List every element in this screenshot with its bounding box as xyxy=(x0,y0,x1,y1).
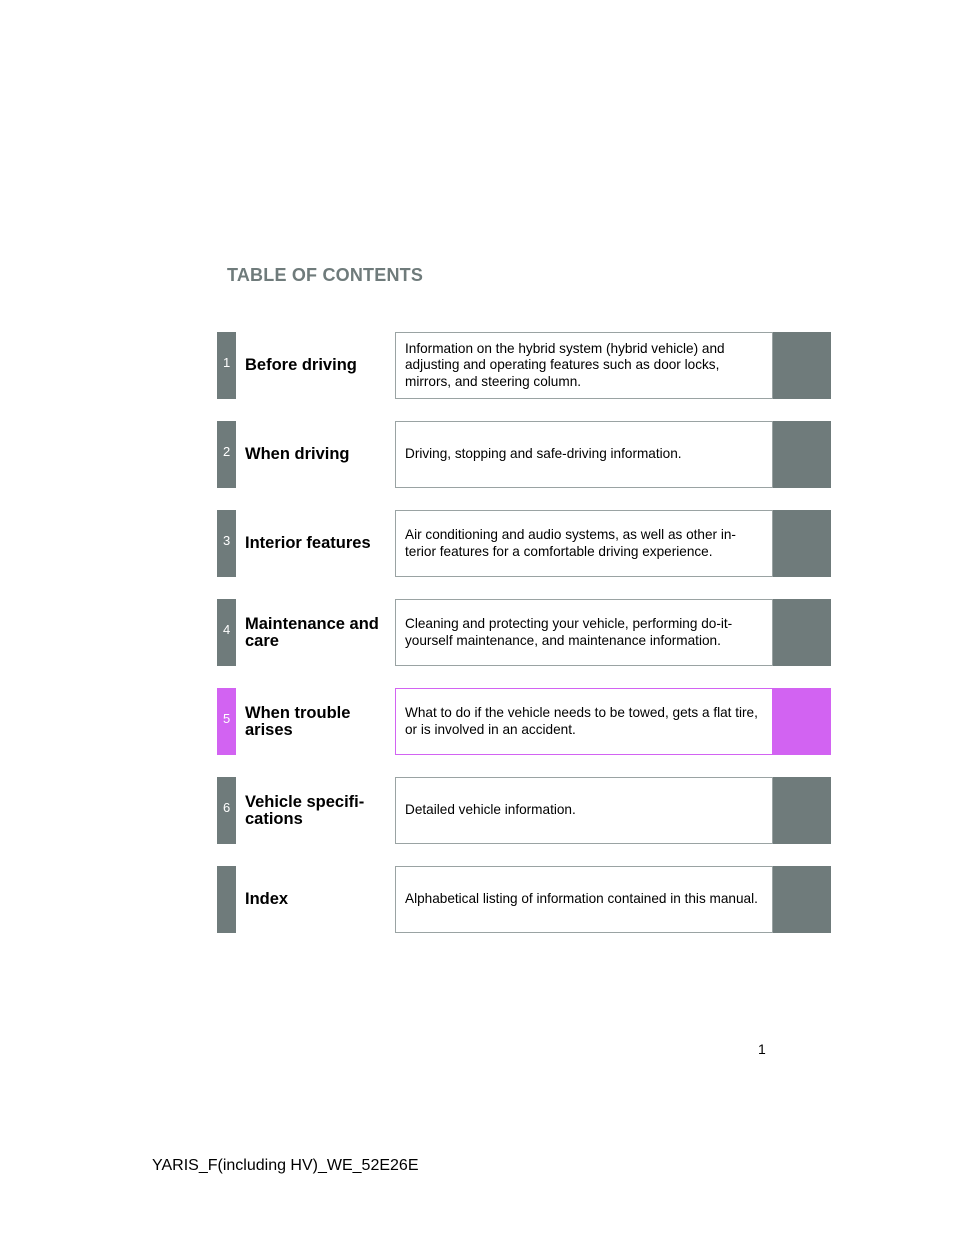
toc-row-when-trouble-arises[interactable] xyxy=(217,688,831,755)
chapter-edge-tab[interactable] xyxy=(773,866,831,933)
chapter-title[interactable]: Interior features xyxy=(245,534,371,552)
chapter-description-box xyxy=(395,688,773,755)
chapter-number-tab xyxy=(217,866,236,933)
chapter-title[interactable]: Vehicle specifi-cations xyxy=(245,792,365,828)
toc-row-vehicle-specifications[interactable] xyxy=(217,777,831,844)
chapter-title[interactable]: Index xyxy=(245,890,289,908)
chapter-number: 5 xyxy=(223,711,231,726)
page-number: 1 xyxy=(758,1041,766,1057)
chapter-description-box xyxy=(395,599,773,666)
chapter-number-tab xyxy=(217,777,236,844)
chapter-number: 6 xyxy=(223,800,231,815)
chapter-number-tab xyxy=(217,510,236,577)
chapter-edge-tab[interactable] xyxy=(773,332,831,399)
chapter-description: Information on the hybrid system (hybrid vehicle) and adjusting and operating features such as door locks, mirrors, and steering column. xyxy=(405,340,725,389)
chapter-edge-tab[interactable] xyxy=(773,599,831,666)
chapter-description-box xyxy=(395,510,773,577)
chapter-number: 4 xyxy=(223,622,231,637)
chapter-description: Alphabetical listing of information contained in this manual. xyxy=(405,891,758,907)
chapter-edge-tab[interactable] xyxy=(773,777,831,844)
chapter-description-box xyxy=(395,332,773,399)
document-footer-id: YARIS_F(including HV)_WE_52E26E xyxy=(152,1157,419,1174)
chapter-number: 2 xyxy=(223,444,231,459)
chapter-number-tab xyxy=(217,599,236,666)
chapter-number: 1 xyxy=(223,355,231,370)
chapter-number: 3 xyxy=(223,533,231,548)
chapter-description: What to do if the vehicle needs to be towed, gets a flat tire, or is involved in an accident. xyxy=(405,704,758,737)
page-title: TABLE OF CONTENTS xyxy=(227,265,424,285)
chapter-edge-tab[interactable] xyxy=(773,688,831,755)
chapter-description-box xyxy=(395,866,773,933)
chapter-edge-tab[interactable] xyxy=(773,510,831,577)
chapter-description-box xyxy=(395,777,773,844)
chapter-title[interactable]: When trouble arises xyxy=(245,703,351,739)
toc-row-before-driving[interactable] xyxy=(217,332,831,399)
chapter-number-tab xyxy=(217,688,236,755)
chapter-title[interactable]: When driving xyxy=(245,445,350,463)
chapter-number-tab xyxy=(217,332,236,399)
toc-row-index[interactable] xyxy=(217,866,831,933)
chapter-description-box xyxy=(395,421,773,488)
chapter-number-tab xyxy=(217,421,236,488)
chapter-title[interactable]: Maintenance and care xyxy=(245,614,379,650)
toc-row-maintenance-and-care[interactable] xyxy=(217,599,831,666)
chapter-description: Driving, stopping and safe-driving information. xyxy=(405,446,682,462)
chapter-description: Air conditioning and audio systems, as well as other in-terior features for a comfortable driving experience. xyxy=(405,526,736,559)
chapter-description: Cleaning and protecting your vehicle, performing do-it-yourself maintenance, and maintenance information. xyxy=(405,615,733,648)
chapter-description: Detailed vehicle information. xyxy=(405,802,576,818)
chapter-edge-tab[interactable] xyxy=(773,421,831,488)
chapter-title[interactable]: Before driving xyxy=(245,356,357,374)
toc-row-interior-features[interactable] xyxy=(217,510,831,577)
toc-row-when-driving[interactable] xyxy=(217,421,831,488)
